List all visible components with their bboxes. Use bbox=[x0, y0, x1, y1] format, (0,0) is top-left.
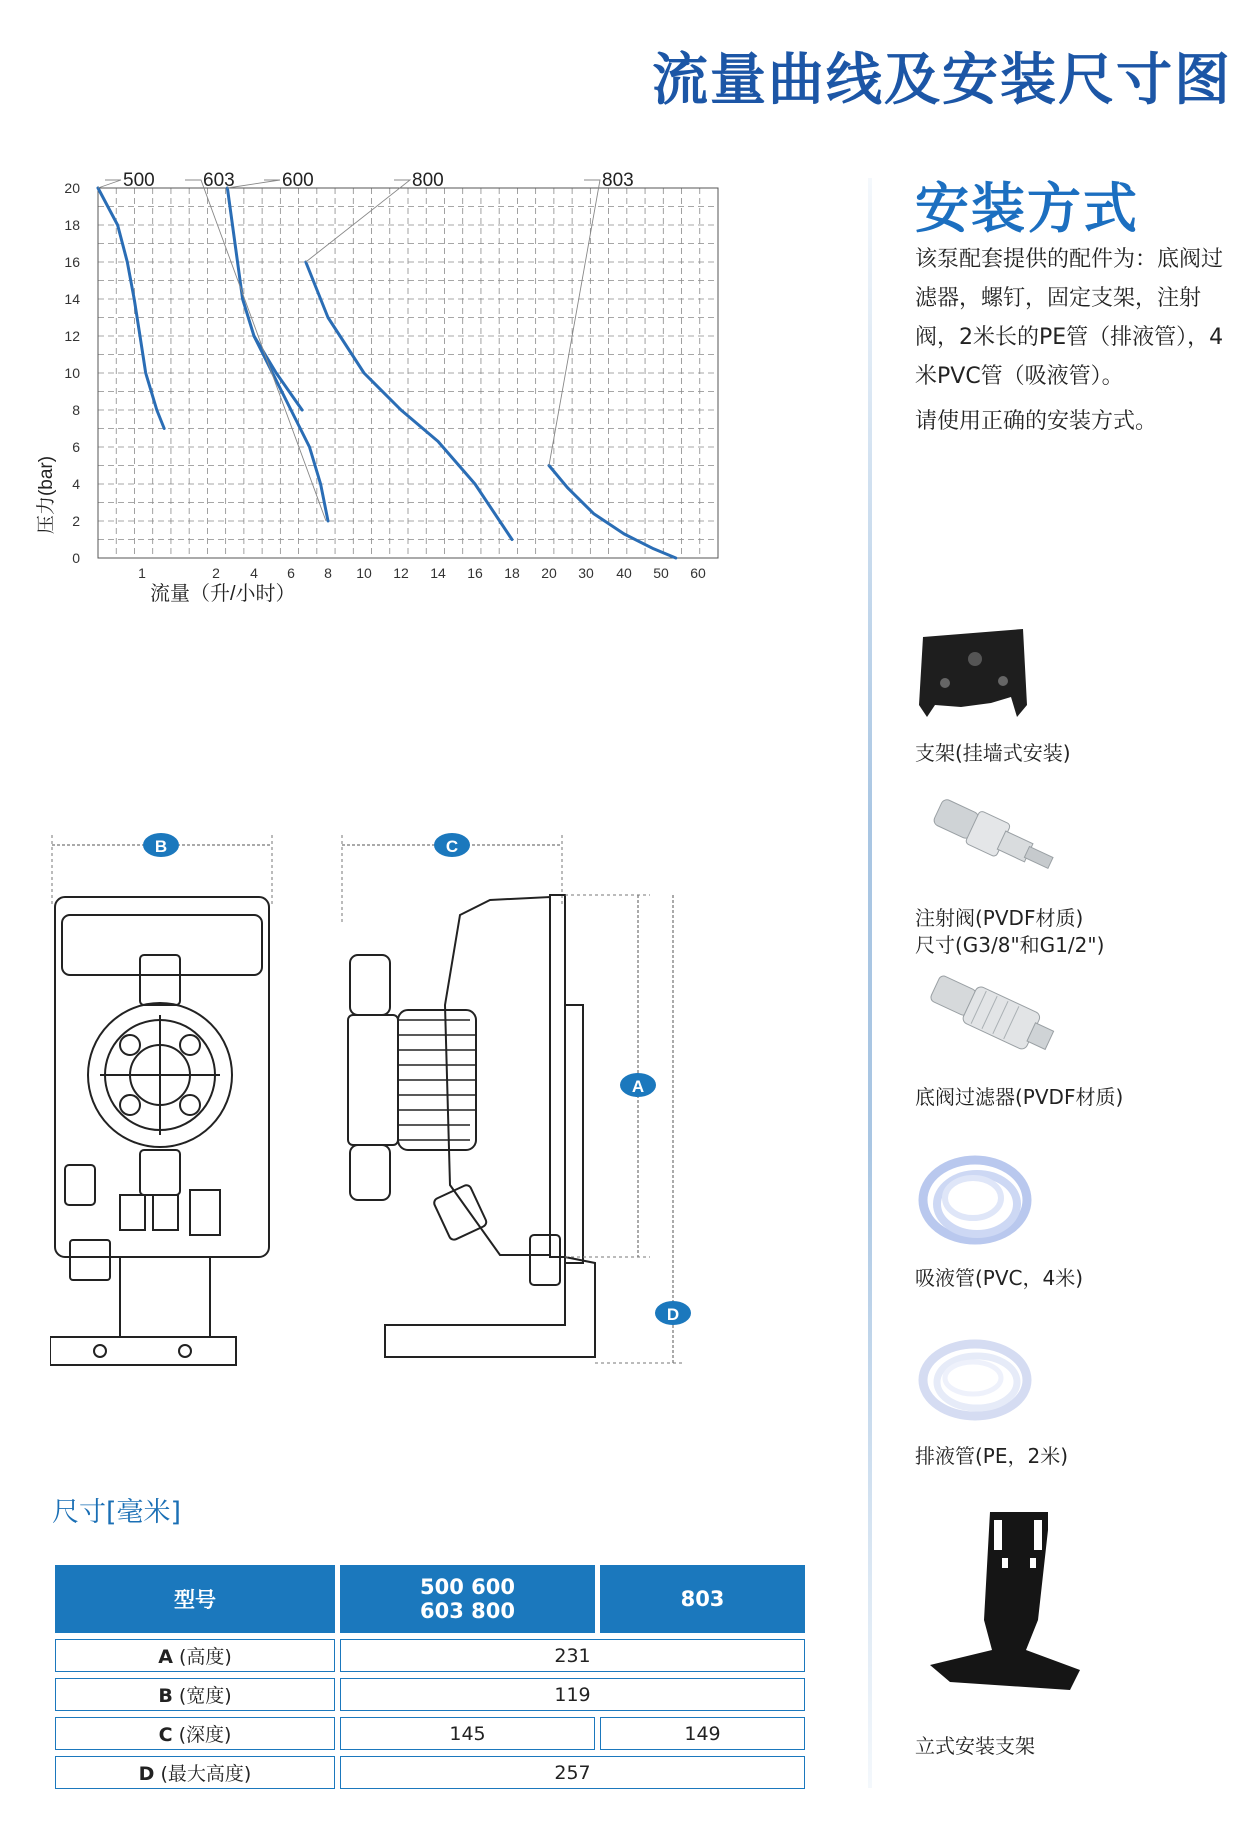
table-row bbox=[55, 1717, 805, 1750]
y-tick-label: 8 bbox=[72, 402, 80, 418]
accessory-label-foot-valve: 底阀过滤器(PVDF材质) bbox=[915, 1085, 1124, 1109]
row-value: 257 bbox=[340, 1756, 805, 1789]
y-tick-label: 20 bbox=[64, 180, 80, 196]
pump-side-view bbox=[348, 895, 595, 1357]
y-tick-label: 16 bbox=[64, 254, 80, 270]
row-desc: (宽度) bbox=[178, 1685, 232, 1707]
foot-valve-image bbox=[915, 965, 1075, 1065]
y-axis-label: 压力(bar) bbox=[36, 455, 57, 535]
y-tick-label: 6 bbox=[72, 439, 80, 455]
install-note-text: 请使用正确的安装方式。 bbox=[915, 409, 1158, 434]
flow-pressure-chart bbox=[20, 165, 840, 720]
x-tick-label: 40 bbox=[616, 565, 632, 581]
row-key: B bbox=[158, 1685, 173, 1707]
pump-front-view bbox=[50, 897, 269, 1365]
accessory-label-discharge-hose: 排液管(PE，2米) bbox=[915, 1444, 1069, 1468]
x-tick-label: 8 bbox=[324, 565, 332, 581]
y-tick-label: 14 bbox=[64, 291, 80, 307]
x-tick-label: 2 bbox=[212, 565, 220, 581]
header-models-a bbox=[340, 1565, 595, 1633]
row-key: D bbox=[138, 1763, 155, 1785]
install-description bbox=[915, 240, 1235, 441]
row-label bbox=[55, 1717, 335, 1750]
dim-label-d: D bbox=[666, 1305, 680, 1324]
accessory-label-bracket: 支架(挂墙式安装) bbox=[915, 741, 1071, 765]
x-axis-label: 流量（升/小时） bbox=[150, 583, 296, 605]
wall-bracket-image bbox=[915, 625, 1035, 720]
x-tick-label: 6 bbox=[287, 565, 295, 581]
row-value: 119 bbox=[340, 1678, 805, 1711]
x-tick-label: 10 bbox=[356, 565, 372, 581]
series-label-600: 600 bbox=[282, 170, 314, 191]
y-tick-labels bbox=[64, 180, 80, 566]
accessory-label-floor-stand: 立式安装支架 bbox=[915, 1734, 1035, 1758]
x-tick-label: 16 bbox=[467, 565, 483, 581]
accessory-label-suction-hose: 吸液管(PVC，4米) bbox=[915, 1266, 1084, 1290]
floor-stand-image bbox=[930, 1510, 1080, 1695]
header-model: 型号 bbox=[55, 1565, 335, 1633]
x-tick-label: 30 bbox=[578, 565, 594, 581]
page-title: 流量曲线及安装尺寸图 bbox=[652, 48, 1232, 113]
x-tick-label: 14 bbox=[430, 565, 446, 581]
injection-valve-image bbox=[912, 788, 1082, 888]
curve-500 bbox=[98, 188, 164, 429]
x-tick-label: 1 bbox=[138, 565, 146, 581]
y-tick-label: 12 bbox=[64, 328, 80, 344]
table-row bbox=[55, 1678, 805, 1711]
leader-line-803 bbox=[549, 180, 600, 466]
dimensions-title: 尺寸[毫米] bbox=[52, 1497, 182, 1528]
y-tick-label: 4 bbox=[72, 476, 80, 492]
row-value: 145 bbox=[340, 1717, 595, 1750]
y-tick-label: 0 bbox=[72, 550, 80, 566]
leader-line-500 bbox=[98, 180, 121, 188]
header-model-803: 803 bbox=[600, 1565, 805, 1633]
x-tick-label: 18 bbox=[504, 565, 520, 581]
row-value-803: 149 bbox=[600, 1717, 805, 1750]
accessory-label-injection-valve: 注射阀(PVDF材质) bbox=[915, 906, 1084, 930]
dimensions-table bbox=[50, 1559, 810, 1795]
header-models-line2: 603 800 bbox=[420, 1599, 515, 1623]
table-header-row bbox=[55, 1565, 805, 1633]
pump-dimension-drawing bbox=[50, 805, 850, 1425]
accessory-label-injection-size: 尺寸(G3/8"和G1/2") bbox=[915, 933, 1105, 957]
row-desc: (最大高度) bbox=[160, 1763, 252, 1785]
row-desc: (高度) bbox=[178, 1646, 232, 1668]
row-key: C bbox=[158, 1724, 173, 1746]
row-key: A bbox=[158, 1646, 173, 1668]
leader-line-603 bbox=[185, 180, 326, 521]
x-tick-label: 50 bbox=[653, 565, 669, 581]
series-label-800: 800 bbox=[412, 170, 444, 191]
chart-grid bbox=[98, 188, 718, 558]
row-label bbox=[55, 1639, 335, 1672]
x-tick-labels bbox=[138, 565, 706, 581]
leader-line-600 bbox=[227, 180, 280, 188]
leader-line-800 bbox=[306, 180, 410, 262]
y-tick-label: 2 bbox=[72, 513, 80, 529]
table-row bbox=[55, 1756, 805, 1789]
divider bbox=[868, 178, 872, 1788]
row-value: 231 bbox=[340, 1639, 805, 1672]
suction-hose-image bbox=[915, 1150, 1040, 1260]
row-desc: (深度) bbox=[178, 1724, 232, 1746]
series-label-603: 603 bbox=[203, 170, 235, 191]
x-tick-label: 12 bbox=[393, 565, 409, 581]
x-tick-label: 4 bbox=[250, 565, 258, 581]
dim-label-b: B bbox=[154, 837, 168, 856]
row-label bbox=[55, 1678, 335, 1711]
install-desc-text: 该泵配套提供的配件为：底阀过滤器，螺钉，固定支架，注射阀，2米长的PE管（排液管），4米PVC管（吸液管）。 bbox=[915, 247, 1224, 389]
x-tick-label: 20 bbox=[541, 565, 557, 581]
series-label-803: 803 bbox=[602, 170, 634, 191]
y-tick-label: 18 bbox=[64, 217, 80, 233]
dim-label-c: C bbox=[445, 837, 459, 856]
curve-803 bbox=[549, 466, 676, 559]
table-row bbox=[55, 1639, 805, 1672]
y-tick-label: 10 bbox=[64, 365, 80, 381]
discharge-hose-image bbox=[915, 1330, 1040, 1430]
install-title: 安装方式 bbox=[915, 177, 1139, 240]
row-label bbox=[55, 1756, 335, 1789]
series-label-500: 500 bbox=[123, 170, 155, 191]
x-tick-label: 60 bbox=[690, 565, 706, 581]
dim-label-a: A bbox=[631, 1077, 645, 1096]
header-models-line1: 500 600 bbox=[420, 1575, 515, 1599]
